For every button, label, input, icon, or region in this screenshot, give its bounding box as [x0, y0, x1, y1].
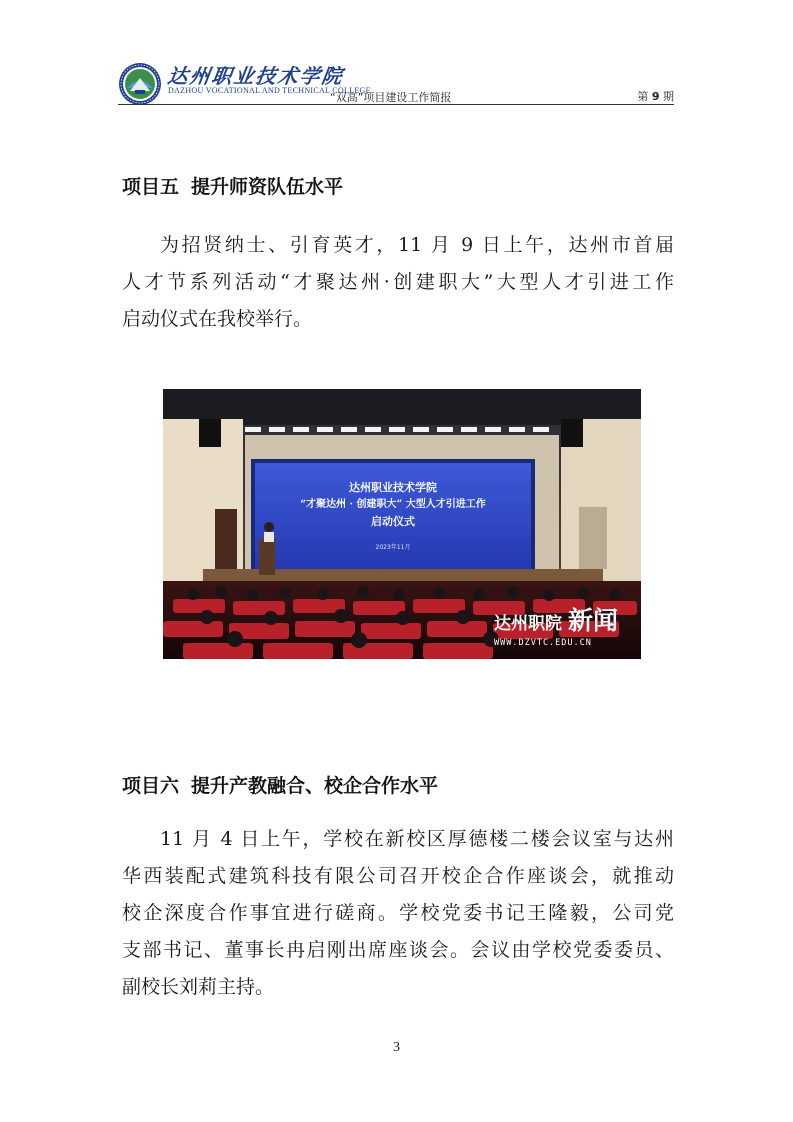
- section6-paragraph: [122, 821, 674, 1006]
- section5-paragraph: [122, 227, 674, 338]
- watermark-main: 达州职院: [494, 614, 562, 634]
- paragraph-line: 启动仪式在我校举行。: [122, 308, 313, 330]
- school-name-cn: 达州职业技术学院: [166, 64, 346, 88]
- paragraph-line: 为招贤纳士、引育英才，11 月 9 日上午，达州市首届: [160, 234, 674, 256]
- watermark-url: WWW.DZVTC.EDU.CN: [494, 638, 592, 648]
- watermark-accent: 新闻: [568, 606, 619, 635]
- page-number: 3: [393, 1040, 400, 1055]
- screen-text-line2: “才聚达州 · 创建职大” 大型人才引进工作: [300, 499, 486, 510]
- paragraph-line: 副校长刘莉主持。: [122, 976, 275, 998]
- paragraph-line: 校企深度合作事宜进行磋商。学校党委书记王隆毅，公司党: [122, 902, 674, 924]
- screen-text-line3: 启动仪式: [371, 515, 415, 528]
- paragraph-line: 11 月 4 日上午，学校在新校区厚德楼二楼会议室与达州: [160, 828, 674, 850]
- page-header: [118, 56, 674, 106]
- header-divider: [118, 104, 674, 105]
- issue-number: 第 9 期: [637, 90, 674, 103]
- section5-heading: 项目五 提升师资队伍水平: [122, 176, 344, 198]
- section6-heading: 项目六 提升产教融合、校企合作水平: [122, 775, 439, 797]
- paragraph-line: 华西装配式建筑科技有限公司召开校企合作座谈会，就推动: [122, 865, 674, 887]
- bulletin-title: “双高”项目建设工作简报: [330, 91, 452, 104]
- event-photo-drawing: [163, 389, 641, 659]
- screen-date: 2023年11月: [375, 544, 411, 551]
- event-photo: [163, 389, 641, 659]
- college-logo-icon: [118, 62, 162, 106]
- screen-text-line1: 达州职业技术学院: [349, 481, 437, 494]
- paragraph-line: 人才节系列活动“才聚达州·创建职大”大型人才引进工作: [122, 271, 674, 293]
- school-name-en: DAZHOU VOCATIONAL AND TECHNICAL COLLEGE: [168, 86, 371, 95]
- paragraph-line: 支部书记、董事长冉启刚出席座谈会。会议由学校党委委员、: [122, 939, 674, 961]
